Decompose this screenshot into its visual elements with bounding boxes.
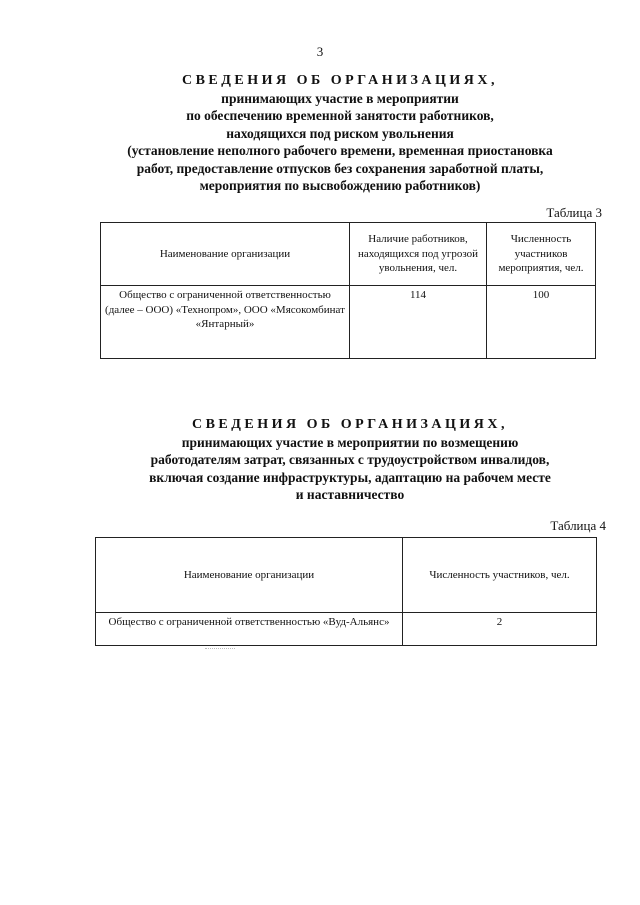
section2-line: и наставничество	[295, 487, 405, 502]
section2-line: включая создание инфраструктуры, адаптацию на рабочем месте	[149, 469, 551, 485]
table4-cell-org: Общество с ограниченной ответственностью «Вуд-Альянс»	[96, 613, 403, 646]
table3-cell-threat: 114	[350, 286, 487, 359]
table3-header-threat: Наличие работников, находящихся под угрозой увольнения, чел.	[350, 223, 487, 286]
section2-line: работодателям затрат, связанных с трудоустройством инвалидов,	[150, 452, 550, 467]
table4-header-participants: Численность участников, чел.	[403, 538, 597, 613]
table4-header-row	[96, 538, 597, 613]
table3-cell-org: Общество с ограниченной ответственностью (далее – ООО) «Технопром», ООО «Мясокомбинат «Янтарный»	[101, 286, 350, 359]
table3-header-row	[101, 223, 596, 286]
table3-header-participants: Численность участников мероприятия, чел.	[487, 223, 596, 286]
table4-label: Таблица 4	[550, 518, 606, 533]
section1-line: мероприятия по высвобождению работников)	[199, 178, 481, 193]
scan-specks	[205, 648, 235, 651]
section1-line: находящихся под риском увольнения	[226, 125, 454, 141]
table4	[95, 537, 597, 646]
section1-line: принимающих участие в мероприятии	[221, 90, 459, 106]
section1-line: по обеспечению временной занятости работников,	[186, 108, 494, 123]
table-row	[96, 613, 597, 646]
section1-line: (установление неполного рабочего времени, временная приостановка	[127, 143, 553, 158]
section1-heading	[80, 72, 600, 195]
table-row	[101, 286, 596, 359]
table4-header-org: Наименование организации	[96, 538, 403, 613]
page-number: 3	[316, 44, 324, 59]
table3-label: Таблица 3	[546, 205, 602, 220]
table3-cell-participants: 100	[487, 286, 596, 359]
section2-line: принимающих участие в мероприятии по возмещению	[181, 434, 519, 450]
section1-line: работ, предоставление отпусков без сохранения заработной платы,	[136, 160, 544, 176]
table4-cell-participants: 2	[403, 613, 597, 646]
section2-title: СВЕДЕНИЯ ОБ ОРГАНИЗАЦИЯХ,	[191, 417, 508, 432]
section2-heading	[90, 416, 610, 504]
table3	[100, 222, 596, 359]
table3-header-org: Наименование организации	[101, 223, 350, 286]
section1-title: СВЕДЕНИЯ ОБ ОРГАНИЗАЦИЯХ,	[181, 73, 498, 88]
